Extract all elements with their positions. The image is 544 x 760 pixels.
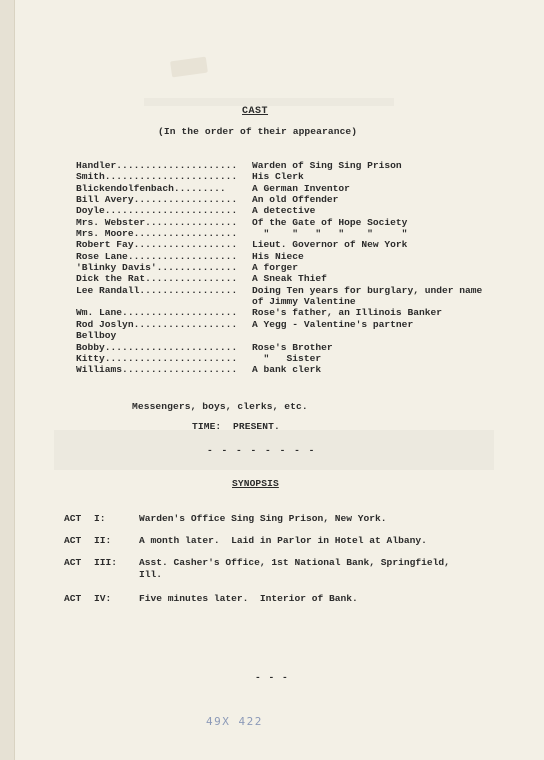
cast-description: Warden of Sing Sing Prison xyxy=(252,160,402,171)
cast-description: Of the Gate of Hope Society xyxy=(252,216,408,228)
cast-role: Doyle....................... xyxy=(76,205,238,217)
cast-role: Mrs. Moore.................. xyxy=(76,228,238,240)
cast-subtitle: (In the order of their appearance) xyxy=(158,126,358,137)
cast-description: " " " " " " xyxy=(252,228,408,240)
cast-role: Kitty....................... xyxy=(76,352,238,364)
cast-role: 'Blinky Davis'.............. xyxy=(76,262,238,274)
cast-role: Bellboy xyxy=(76,330,117,342)
cast-role: Williams.................... xyxy=(76,364,238,376)
act-description: Asst. Casher's Office, 1st National Bank, Springfield, Ill. xyxy=(139,557,450,580)
cast-role: Smith....................... xyxy=(76,171,238,183)
cast-description: An old Offender xyxy=(252,194,339,206)
catalog-stamp: 49X 422 xyxy=(206,715,263,728)
separator-dashes: - - - - - - - - xyxy=(207,445,316,456)
act-description: A month later. Laid in Parlor in Hotel at Albany. xyxy=(139,535,427,546)
tape-mark xyxy=(170,57,208,78)
cast-description: " Sister xyxy=(252,352,322,364)
cast-description: A forger xyxy=(252,262,299,274)
cast-description: Rose's Brother xyxy=(252,341,333,353)
cast-role: Bill Avery.................. xyxy=(76,194,238,206)
cast-description: Rose's father, an Illinois Banker xyxy=(252,307,442,319)
cast-role: Handler..................... xyxy=(76,160,238,171)
cast-description: A Sneak Thief xyxy=(252,273,327,285)
act-number: I: xyxy=(94,513,106,524)
cast-description: A German Inventor xyxy=(252,182,350,194)
cast-role: Rod Joslyn.................. xyxy=(76,318,238,330)
cast-description: of Jimmy Valentine xyxy=(252,296,356,308)
act-description: Warden's Office Sing Sing Prison, New York. xyxy=(139,513,387,524)
cast-description: Lieut. Governor of New York xyxy=(252,239,408,251)
bleed-through xyxy=(144,98,394,106)
cast-role: Blickendolfenbach......... xyxy=(76,182,226,194)
cast-role: Wm. Lane.................... xyxy=(76,307,238,319)
time-line: TIME: PRESENT. xyxy=(192,421,280,432)
document-page xyxy=(14,0,544,760)
messengers-line: Messengers, boys, clerks, etc. xyxy=(132,401,308,412)
cast-role: Robert Fay.................. xyxy=(76,239,238,251)
act-description: Five minutes later. Interior of Bank. xyxy=(139,593,358,604)
cast-role: Rose Lane................... xyxy=(76,250,238,262)
act-label: ACT xyxy=(64,557,82,568)
cast-role: Mrs. Webster................ xyxy=(76,216,238,228)
cast-description: A bank clerk xyxy=(252,364,322,376)
act-number: IV: xyxy=(94,593,112,604)
cast-description: His Niece xyxy=(252,250,304,262)
synopsis-title: SYNOPSIS xyxy=(232,478,279,489)
act-number: III: xyxy=(94,557,118,568)
cast-description: Doing Ten years for burglary, under name xyxy=(252,284,483,296)
act-number: II: xyxy=(94,535,112,546)
cast-description: A detective xyxy=(252,205,316,217)
cast-role: Lee Randall................. xyxy=(76,284,238,296)
act-label: ACT xyxy=(64,535,82,546)
cast-role: Bobby....................... xyxy=(76,341,238,353)
cast-description: His Clerk xyxy=(252,171,304,183)
act-label: ACT xyxy=(64,593,82,604)
end-dashes: - - - xyxy=(255,672,289,683)
cast-role: Dick the Rat................ xyxy=(76,273,238,285)
cast-title: CAST xyxy=(242,106,269,117)
act-label: ACT xyxy=(64,513,82,524)
cast-description: A Yegg - Valentine's partner xyxy=(252,318,414,330)
